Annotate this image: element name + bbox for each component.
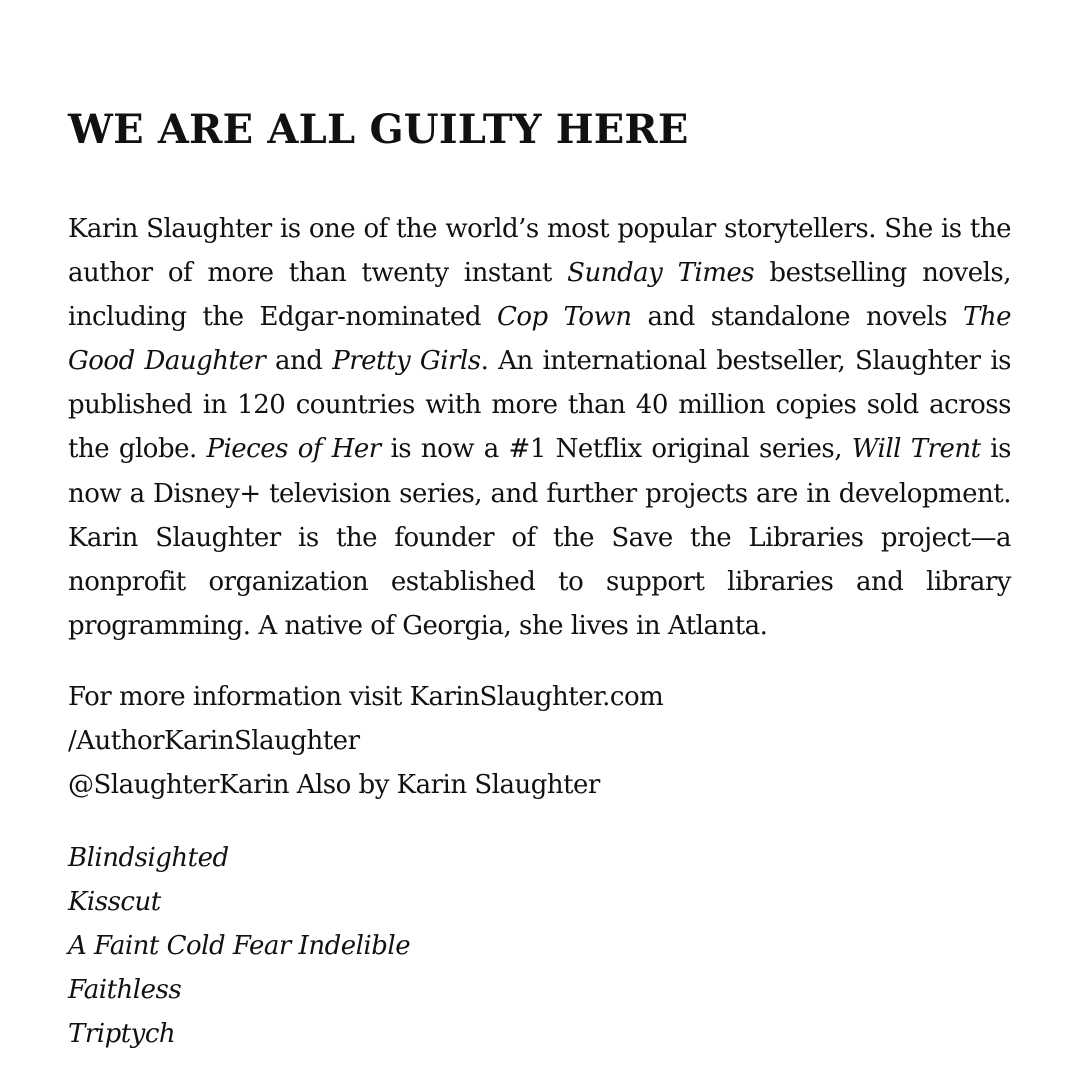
list-item: Kisscut <box>68 886 161 917</box>
list-item: A Faint Cold Fear Indelible <box>68 930 411 961</box>
list-item: Faithless <box>68 974 182 1005</box>
book-title-italic: Cop Town <box>496 302 632 333</box>
book-title-italic: The Good Daughter <box>68 302 1011 377</box>
bio-text: is now a #1 Netflix original series, <box>380 434 852 465</box>
author-bio <box>68 207 1011 648</box>
also-by-list <box>68 836 1011 1056</box>
bio-text: Karin Slaughter is one of the world’s most popular storytellers. She is the author of more than twenty instant <box>68 214 1011 289</box>
author-links <box>68 675 1011 807</box>
page-title: WE ARE ALL GUILTY HERE <box>68 106 689 153</box>
book-title-italic: Pretty Girls <box>332 346 481 377</box>
book-title-italic: Pieces of Her <box>206 434 381 465</box>
bio-text: and standalone novels <box>631 302 964 333</box>
bio-text: is now a Disney+ television series, and further projects are in development. Karin Slaughter is the founder of the Save the Libraries project—a nonprofit organization established to support libraries and library programming. A native of Georgia, she lives in Atlanta. <box>68 434 1011 641</box>
book-title-italic: Will Trent <box>851 434 981 465</box>
twitter-handle: @SlaughterKarin Also by Karin Slaughter <box>68 769 600 800</box>
list-item: Triptych <box>68 1018 176 1049</box>
bio-text: . An international bestseller, Slaughter is published in 120 countries with more than 40 million copies sold across the globe. <box>68 346 1011 465</box>
website-line: For more information visit KarinSlaughter.com <box>68 681 664 712</box>
bio-text: and <box>265 346 333 377</box>
bio-text: bestselling novels, including the Edgar-nominated <box>68 258 1012 333</box>
facebook-handle: /AuthorKarinSlaughter <box>68 725 360 756</box>
book-page <box>68 104 1011 1056</box>
list-item: Blindsighted <box>68 842 229 873</box>
book-title-italic: Sunday Times <box>567 258 755 289</box>
